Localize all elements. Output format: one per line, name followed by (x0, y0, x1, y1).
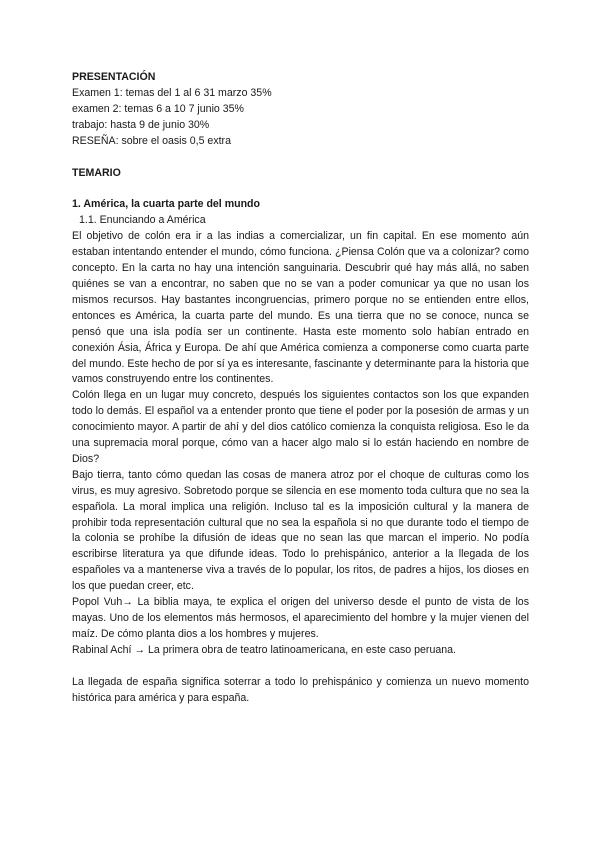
section-title: 1. América, la cuarta parte del mundo (72, 198, 261, 211)
paragraph-objetivo-colon: El objetivo de colón era ir a las indias a comercializar, un fin capital. En ese momento aún estaban intentando entender el mundo, cómo funciona. ¿Piensa Colón que va a colonizar? como concepto. En la carta no hay una intención sanguinaria. Descubrir qué hay más allá, no saben quiénes se van a encontrar, no saben que no se van a poder comunicar ya que no usan los mismos recursos. Hay bastantes incongruencias, primero porque no se entienden entre ellos, entonces es América, la cuarta parte del mundo. Es una tierra que no se conoce, nunca se pensó que una isla podía ser un continente. Hasta este momento solo habían entrado en conexión Ásia, África y Europa. De ahí que América comienza a componerse como cuarta parte del mundo. Este hecho de por sí ya es interesante, fascinante y determinante para la historia que vamos construyendo entre los continentes. (72, 230, 529, 386)
exam-1-line: Examen 1: temas del 1 al 6 31 marzo 35% (72, 86, 272, 99)
document-page (72, 70, 529, 707)
presentacion-title: PRESENTACIÓN (72, 71, 156, 83)
paragraph-popol-vuh: Popol Vuh→ La biblia maya, te explica el origen del universo desde el punto de vista de los mayas. Uno de los elementos más hermosos, el aparecimiento del hombre y la mujer vienen del maíz. De cómo planta dios a los hombres y mujeres. (72, 596, 529, 640)
subsection-title: 1.1. Enunciando a América (79, 214, 206, 227)
temario-title: TEMARIO (72, 166, 121, 179)
resena-line: RESEÑA: sobre el oasis 0,5 extra (72, 134, 231, 147)
exam-2-line: examen 2: temas 6 a 10 7 junio 35% (72, 102, 244, 115)
closing-paragraph: La llegada de españa significa soterrar a todo lo prehispánico y comienza un nuevo momento histórica para américa y para españa. (72, 675, 529, 704)
paragraph-bajo-tierra: Bajo tierra, tanto cómo quedan las cosas de manera atroz por el choque de culturas como los virus, es muy agresivo. Sobretodo porque se silencia en ese momento toda cultura que no sea la española. La moral implica una religión. Incluso tal es la imposición cultural y la manera de prohibir toda representación cultural que no sea la española si no que durante todo el tiempo de la colonia se prohíbe la difusión de ideas que no sean las que marcan el imperio. No podía escribirse literatura ya que difunde ideas. Todo lo prehispánico, anterior a la llegada de los españoles va a mantenerse viva a través de lo popular, los ritos, de padres a hijos, los dioses en los que puedan creer, etc. (72, 468, 529, 593)
paragraph-rabinal-achi: Rabinal Achí → La primera obra de teatro latinoamericana, en este caso peruana. (72, 643, 456, 656)
paragraph-colon-llega: Colón llega en un lugar muy concreto, después los siguientes contactos son los que expanden todo lo demás. El español va a entender pronto que tiene el poder por la posesión de armas y un conocimiento mayor. A partir de ahí y del dios católico comienza la conquista religiosa. Eso le da una supremacia moral porque, cómo van a hacer algo malo si lo están haciendo en nombre de Dios? (72, 389, 529, 465)
trabajo-line: trabajo: hasta 9 de junio 30% (72, 118, 210, 131)
